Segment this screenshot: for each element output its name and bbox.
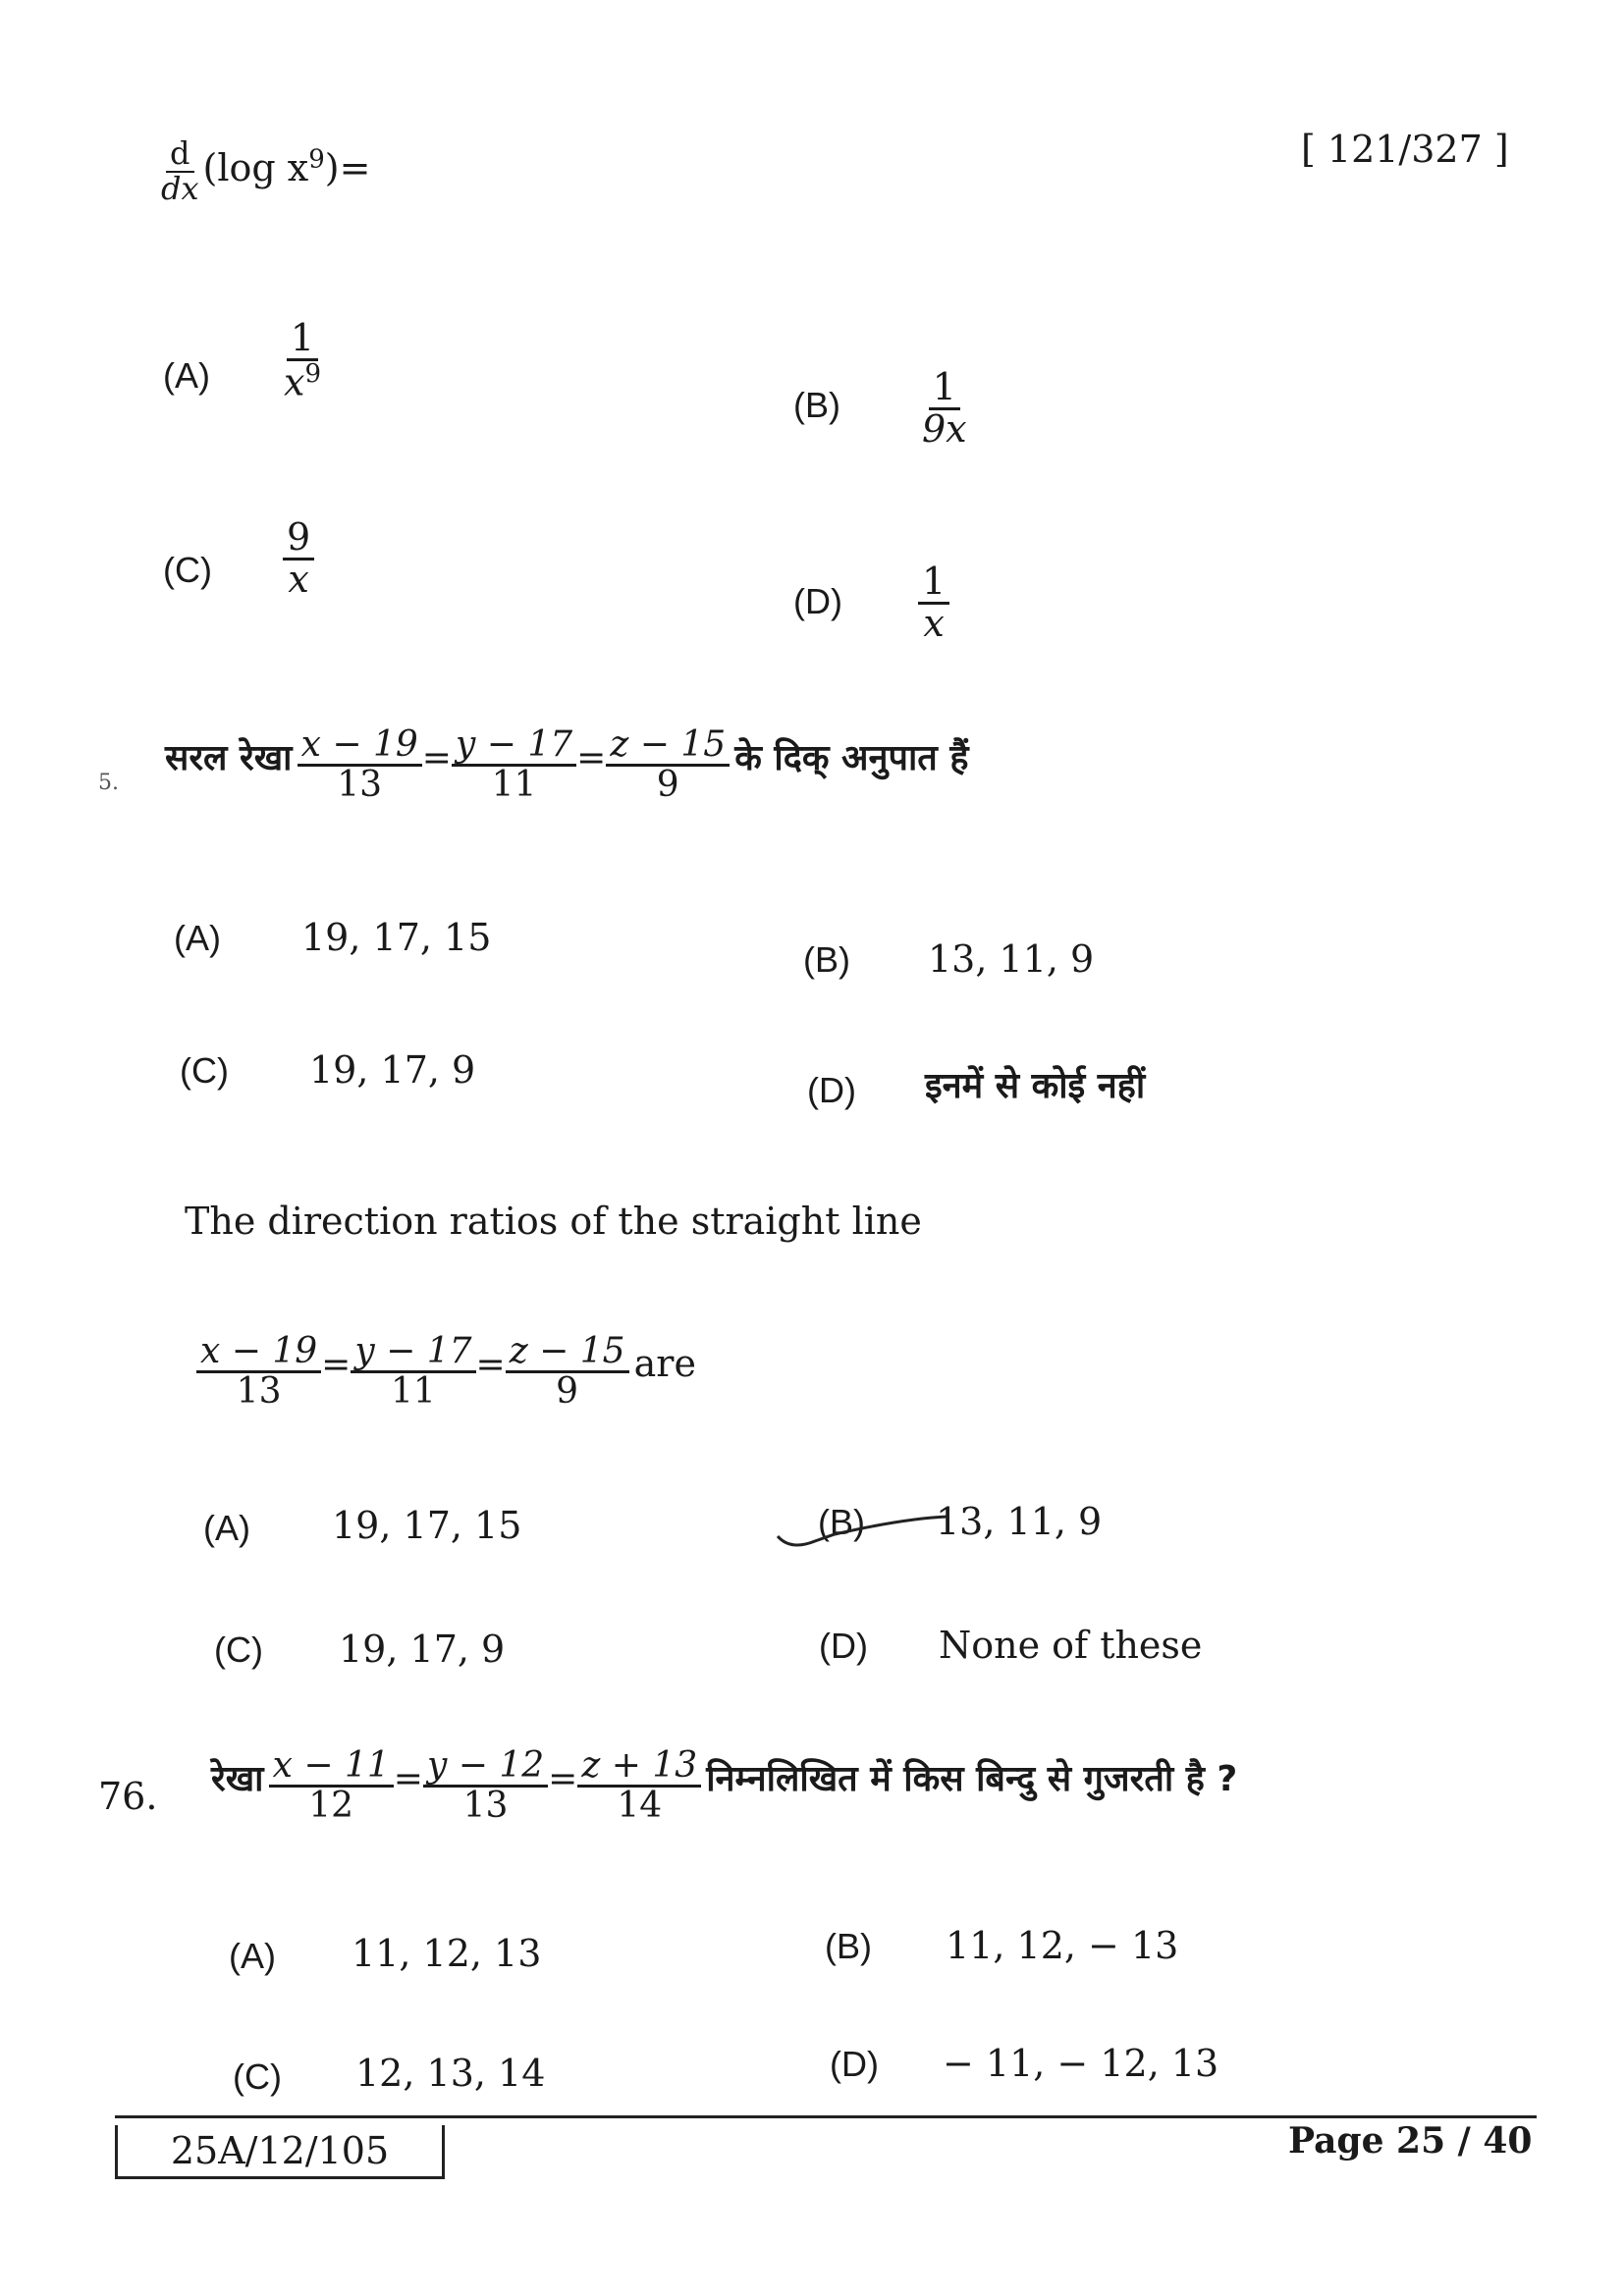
q76-option-d-label[interactable]: (D) xyxy=(830,2044,879,2084)
q74-option-c-label[interactable]: (C) xyxy=(163,550,212,590)
q76-option-a[interactable]: 11, 12, 13 xyxy=(352,1932,542,1975)
q75-english-text: The direction ratios of the straight line xyxy=(185,1200,922,1243)
dx-den: dx xyxy=(161,169,199,207)
q75-en-option-d[interactable]: None of these xyxy=(939,1624,1203,1667)
q74-option-d-label[interactable]: (D) xyxy=(793,581,842,621)
q76-option-c-label[interactable]: (C) xyxy=(233,2056,282,2097)
q74-stem xyxy=(157,134,371,207)
q76-number: 76. xyxy=(98,1775,158,1818)
q74-option-c[interactable]: $\frac{9}{x}$ xyxy=(283,518,314,600)
q76-option-c[interactable]: 12, 13, 14 xyxy=(355,2052,546,2095)
q75-hi-option-d-label[interactable]: (D) xyxy=(807,1070,856,1110)
q75-english-equation: $\frac{x - 19}{13}$ = $\frac{y - 17}{11}$ = $\frac{z - 15}{9}$ are xyxy=(196,1333,696,1411)
pen-tick-mark-icon xyxy=(776,1507,962,1551)
q75-hi-option-c-label[interactable]: (C) xyxy=(180,1050,229,1091)
q75-hi-option-a[interactable]: 19, 17, 15 xyxy=(301,916,492,959)
footer-divider xyxy=(115,2115,1537,2118)
q76-option-b-label[interactable]: (B) xyxy=(825,1926,872,1966)
q76-stem: रेखा $\frac{x - 11}{12}$ = $\frac{y - 12}{13}$ = $\frac{z + 13}{14}$ निम्नलिखित में किस बिन्दु से गुजरती है ? xyxy=(211,1745,1238,1826)
q75-en-option-c[interactable]: 19, 17, 9 xyxy=(339,1628,506,1671)
q75-en-option-b[interactable]: 13, 11, 9 xyxy=(936,1500,1103,1543)
q76-option-a-label[interactable]: (A) xyxy=(229,1936,276,1976)
q75-hi-option-b[interactable]: 13, 11, 9 xyxy=(928,937,1095,981)
q75-hi-option-d[interactable]: इनमें से कोई नहीं xyxy=(925,1066,1146,1106)
q75-en-option-a[interactable]: 19, 17, 15 xyxy=(332,1504,522,1547)
q76-option-d[interactable]: − 11, − 12, 13 xyxy=(943,2042,1219,2085)
paper-code-box: 25A/12/105 xyxy=(115,2125,445,2179)
d-num: d xyxy=(166,137,193,173)
q75-en-option-a-label[interactable]: (A) xyxy=(203,1508,250,1548)
q76-option-b[interactable]: 11, 12, − 13 xyxy=(946,1924,1179,1967)
q75-en-option-c-label[interactable]: (C) xyxy=(214,1629,263,1670)
q74-option-b-label[interactable]: (B) xyxy=(793,385,840,425)
q75-hi-option-b-label[interactable]: (B) xyxy=(803,939,850,980)
q74-option-d[interactable]: $\frac{1}{x}$ xyxy=(918,562,949,644)
q74-option-b[interactable]: $\frac{1}{9x}$ xyxy=(922,365,967,451)
q75-hi-option-c[interactable]: 19, 17, 9 xyxy=(309,1048,476,1092)
q75-hi-option-a-label[interactable]: (A) xyxy=(174,918,221,958)
q75-en-option-d-label[interactable]: (D) xyxy=(819,1626,868,1666)
page-number: Page 25 / 40 xyxy=(1288,2120,1533,2162)
q75-hindi-stem: सरल रेखा $\frac{x - 19}{13}$ = $\frac{y - 17}{11}$ = $\frac{z - 15}{9}$ के दिक् अनुपात हैं xyxy=(165,724,969,805)
q74-option-a[interactable]: $\frac{1}{x^9}$ xyxy=(284,316,321,404)
q75-number: 5. xyxy=(98,771,119,795)
page-code: [ 121/327 ] xyxy=(1301,128,1509,171)
log-expr: (log $x^9)=$ xyxy=(202,144,371,190)
q74-option-a-label[interactable]: (A) xyxy=(163,355,210,396)
q75-en-option-b-label[interactable]: (B) xyxy=(818,1502,865,1542)
